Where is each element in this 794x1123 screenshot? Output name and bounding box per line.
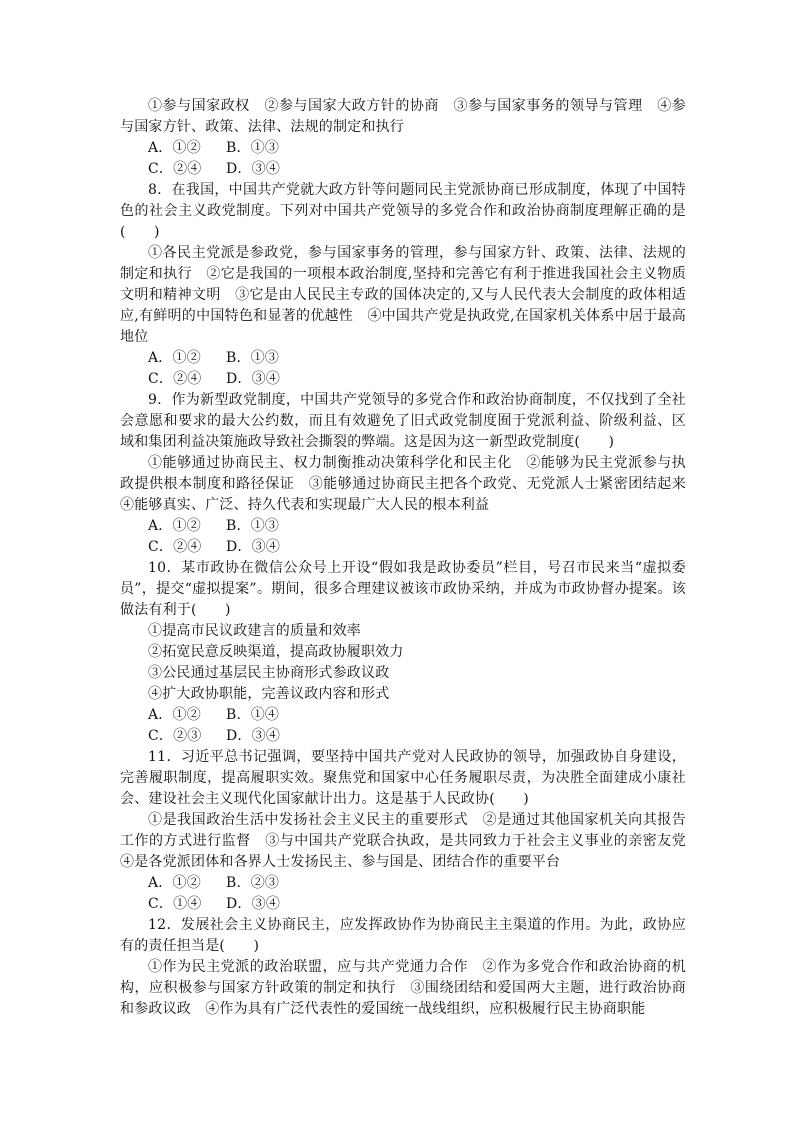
q8-stem: 8．在我国，中国共产党就大政方针等问题同民主党派协商已形成制度，体现了中国特色的社会主义政党制度。下列对中国共产党领导的多党合作和政治协商制度理解正确的是( ) [120,182,686,240]
q12-stem: 12．发展社会主义协商民主，应发挥政协作为协商民主主渠道的作用。为此，政协应有的责任担当是( ) [120,917,686,954]
q11-options-row-1 [120,873,686,894]
q12-statements: ①作为民主党派的政治联盟，应与共产党通力合作 ②作为多党合作和政治协商的机构，应积极参与国家方针政策的制定和执行 ③围绕团结和爱国两大主题，进行政治协商和参政议政 ④作为具有广泛代表性的爱国统一战线组织，应积极履行民主协商职能 [120,959,686,1017]
q10-option-a[interactable]: A．①② [148,707,201,723]
q10-options-row-2 [120,726,686,747]
q7-option-a[interactable]: A．①② [148,140,201,156]
q7-statements: ①参与国家政权 ②参与国家大政方针的协商 ③参与国家事务的领导与管理 ④参与国家方针、政策、法律、法规的制定和执行 [120,98,686,135]
document-page [120,96,701,1020]
q9-options-row-1 [120,516,686,537]
q11-statements: ①是我国政治生活中发扬社会主义民主的重要形式 ②是通过其他国家机关向其报告工作的方式进行监督 ③与中国共产党联合执政，是共同致力于社会主义事业的亲密友党④是各党派团体和各界人士发扬民主、参与国是、团结合作的重要平台 [120,812,686,870]
q11-option-a[interactable]: A．①② [148,875,201,891]
q7-option-d[interactable]: D．③④ [226,161,281,177]
q9-stem: 9．作为新型政党制度，中国共产党领导的多党合作和政治协商制度，不仅找到了全社会意愿和要求的最大公约数，而且有效避免了旧式政党制度囿于党派利益、阶级利益、区域和集团利益决策施政导致社会撕裂的弊端。这是因为这一新型政党制度( ) [120,392,686,450]
q8-options-row-1 [120,348,686,369]
q10-item-4: ④扩大政协职能，完善议政内容和形式 [148,686,390,702]
q9-option-a[interactable]: A．①② [148,518,201,534]
q9-option-b[interactable]: B．①③ [226,518,280,534]
q9-option-d[interactable]: D．③④ [226,539,281,555]
q7-options-row-2 [120,159,686,180]
q10-stem: 10．某市政协在微信公众号上开设“假如我是政协委员”栏目，号召市民来当“虚拟委员”，提交“虚拟提案”。期间，很多合理建议被该市政协采纳，并成为市政协督办提案。该做法有利于( ) [120,560,686,618]
q9-statements: ①能够通过协商民主、权力制衡推动决策科学化和民主化 ②能够为民主党派参与执政提供根本制度和路径保证 ③能够通过协商民主把各个政党、无党派人士紧密团结起来 ④能够真实、广泛、持久代表和实现最广大人民的根本利益 [120,455,701,513]
q8-option-c[interactable]: C．②④ [148,371,202,387]
q11-option-c[interactable]: C．①④ [148,896,202,912]
q10-options-row-1 [120,705,686,726]
q11-stem: 11．习近平总书记强调，要坚持中国共产党对人民政协的领导，加强政协自身建设，完善履职制度，提高履职实效。聚焦党和国家中心任务履职尽责，为决胜全面建成小康社会、建设社会主义现代化国家献计出力。这是基于人民政协( ) [120,749,686,807]
q8-statements: ①各民主党派是参政党，参与国家事务的管理，参与国家方针、政策、法律、法规的制定和执行 ②它是我国的一项根本政治制度,坚持和完善它有利于推进我国社会主义物质文明和精神文明 ③它是由人民民主专政的国体决定的,又与人民代表大会制度的政体相适应,有鲜明的中国特色和显著的优越性 ④中国共产党是执政党,在国家机关体系中居于最高地位 [120,245,686,345]
q7-option-c[interactable]: C．②④ [148,161,202,177]
q11-option-b[interactable]: B．②③ [226,875,280,891]
q10-option-b[interactable]: B．①④ [226,707,280,723]
q7-options-row-1 [120,138,686,159]
q11-options-row-2 [120,894,686,915]
q9-options-row-2 [120,537,686,558]
q10-item-3: ③公民通过基层民主协商形式参政议政 [148,665,390,681]
q10-option-d[interactable]: D．③④ [226,728,281,744]
q11-option-d[interactable]: D．③④ [226,896,281,912]
q8-options-row-2 [120,369,686,390]
q10-item-2: ②拓宽民意反映渠道，提高政协履职效力 [148,644,404,660]
q8-option-d[interactable]: D．③④ [226,371,281,387]
q7-option-b[interactable]: B．①③ [226,140,280,156]
q10-option-c[interactable]: C．②③ [148,728,202,744]
q8-option-b[interactable]: B．①③ [226,350,280,366]
q9-option-c[interactable]: C．②④ [148,539,202,555]
q10-item-1: ①提高市民议政建言的质量和效率 [148,623,361,639]
q8-option-a[interactable]: A．①② [148,350,201,366]
